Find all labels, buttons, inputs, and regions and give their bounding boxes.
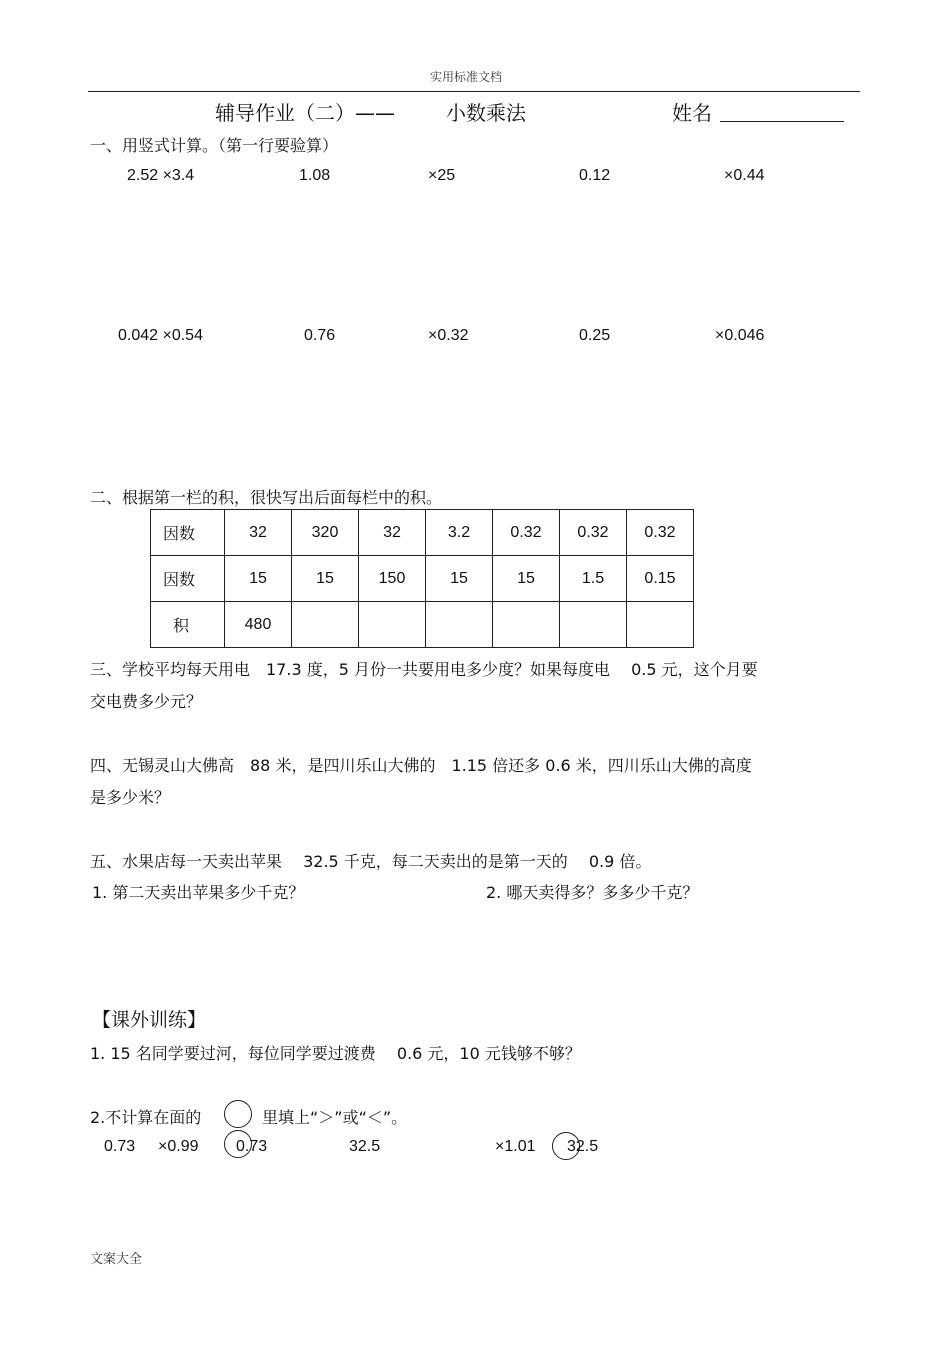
extra-question2-part2: 里填上“＞”或“＜”。 [262,1108,408,1127]
table-cell: 1.5 [560,556,627,602]
table-cell: 150 [359,556,426,602]
table-cell: 15 [493,556,560,602]
compare-item: ×0.99 [158,1138,199,1155]
answer-circle[interactable] [224,1100,252,1128]
section4-line1: 四、无锡灵山大佛高 88 米，是四川乐山大佛的 1.15 倍还多 0.6 米，四川乐山大佛的高度 [90,756,752,775]
calc-item: ×0.44 [724,167,765,184]
calc-item: 2.52 ×3.4 [127,167,195,184]
section1-heading: 一、用竖式计算。（第一行要验算） [90,136,339,155]
table-cell: 15 [426,556,493,602]
table-cell: 0.32 [560,510,627,556]
name-label: 姓名 [672,101,712,125]
table-cell: 0.32 [493,510,560,556]
table-cell-blank[interactable] [560,602,627,648]
table-cell-blank[interactable] [426,602,493,648]
calc-item: 0.25 [579,327,611,344]
section2-heading: 二、根据第一栏的积，很快写出后面每栏中的积。 [90,488,443,507]
calc-item: 0.12 [579,167,611,184]
table-cell: 0.15 [627,556,694,602]
compare-item: 0.73 [104,1138,136,1155]
section5-question1: 1. 第二天卖出苹果多少千克？ [92,883,305,902]
table-cell: 15 [292,556,359,602]
compare-item: 0.73 [236,1138,268,1155]
table-cell-blank[interactable] [493,602,560,648]
section3-line1: 三、学校平均每天用电 17.3 度，5 月份一共要用电多少度？如果每度电 0.5 元，这个月要 [90,660,758,679]
table-row [151,556,694,602]
table-cell: 0.32 [627,510,694,556]
calc-item: 0.76 [304,327,336,344]
section4-line2: 是多少米？ [90,788,171,807]
table-cell: 积 [151,602,225,648]
table-cell-blank[interactable] [292,602,359,648]
table-cell: 320 [292,510,359,556]
section3-line2: 交电费多少元？ [90,692,203,711]
table-cell-blank[interactable] [627,602,694,648]
page-title: 辅导作业（二）—— [215,101,395,125]
table-cell: 32 [225,510,292,556]
product-table [150,509,694,648]
page-header: 实用标准文档 [430,70,503,84]
compare-item: 32.5 [567,1138,599,1155]
header-rule [88,91,860,92]
section5-question2: 2. 哪天卖得多？多多少千克？ [486,883,699,902]
extra-training-heading: 【课外训练】 [92,1009,207,1031]
extra-question2-part1: 2.不计算在面的 [90,1108,202,1127]
table-cell: 3.2 [426,510,493,556]
compare-item: 32.5 [349,1138,381,1155]
table-cell-blank[interactable] [359,602,426,648]
extra-question1: 1. 15 名同学要过河，每位同学要过渡费 0.6 元，10 元钱够不够？ [90,1044,581,1063]
compare-item: ×1.01 [495,1138,536,1155]
table-cell: 因数 [151,556,225,602]
table-row [151,602,694,648]
table-row [151,510,694,556]
table-cell: 15 [225,556,292,602]
table-cell: 480 [225,602,292,648]
name-blank-line [720,121,844,122]
calc-item: 1.08 [299,167,331,184]
section5-line1: 五、水果店每一天卖出苹果 32.5 千克，每二天卖出的是第一天的 0.9 倍。 [90,852,652,871]
page-footer: 文案大全 [90,1252,143,1267]
table-cell: 32 [359,510,426,556]
page-subject: 小数乘法 [446,101,526,125]
calc-item: ×25 [428,167,456,184]
table-cell: 因数 [151,510,225,556]
calc-item: 0.042 ×0.54 [118,327,203,344]
calc-item: ×0.046 [715,327,765,344]
calc-item: ×0.32 [428,327,469,344]
